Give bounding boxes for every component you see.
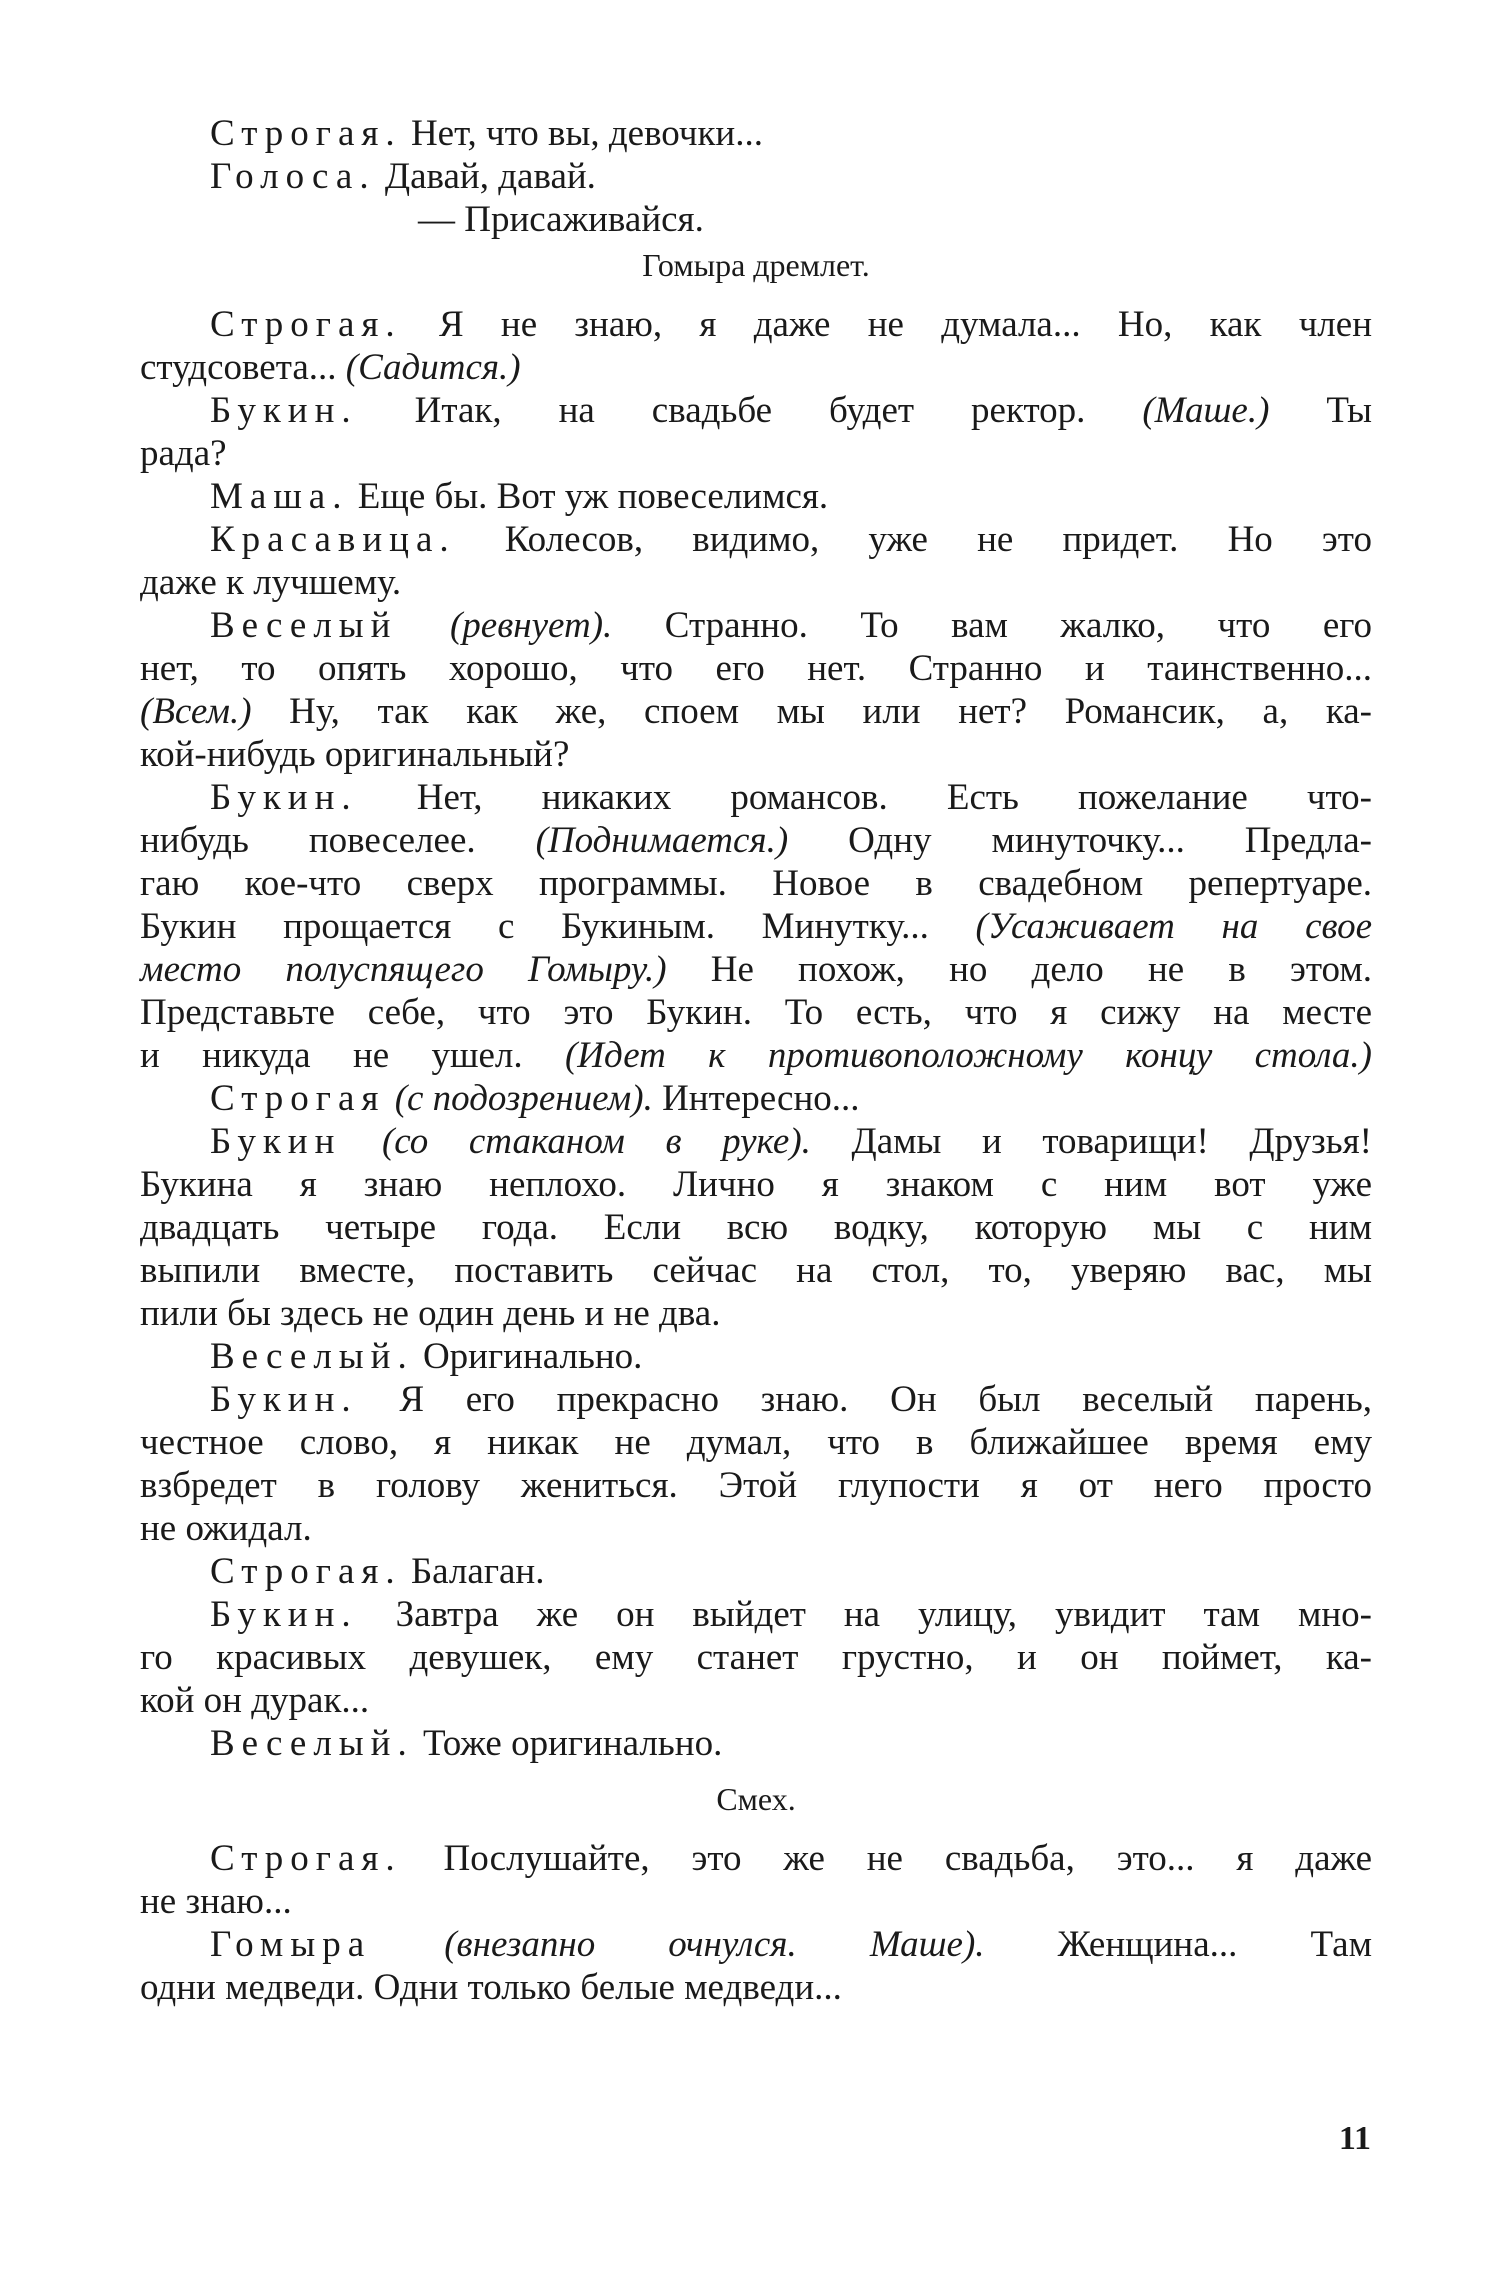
speaker-name: Веселый [210, 605, 398, 646]
line-text: Одну минуточку... Предла- [788, 820, 1372, 861]
speaker-name: Букин [210, 1121, 342, 1162]
stage-remark: (с подозрением). [394, 1078, 653, 1119]
speaker-name: Строгая [210, 1078, 386, 1119]
text-line [140, 1679, 1372, 1722]
text-line [140, 432, 1372, 475]
text-line [140, 991, 1372, 1034]
speaker-name: Строгая. [210, 1838, 402, 1879]
line-text: пили бы здесь не один день и не два. [140, 1293, 721, 1334]
speaker-name: Голоса. [210, 156, 376, 197]
text-line [140, 776, 1372, 819]
text-line [140, 1636, 1372, 1679]
text-line [140, 1966, 1372, 2009]
text-line [140, 1421, 1372, 1464]
text-line [140, 733, 1372, 776]
line-text: кой он дурак... [140, 1680, 370, 1721]
text-line [140, 1335, 1372, 1378]
line-text: и никуда не ушел. [140, 1035, 565, 1076]
text-line [140, 1120, 1372, 1163]
speaker-name: Букин. [210, 1379, 358, 1420]
speaker-name: Веселый. [210, 1723, 414, 1764]
speaker-name: Веселый. [210, 1336, 414, 1377]
line-text: Итак, на свадьбе будет ректор. [357, 390, 1143, 431]
stage-direction [140, 245, 1372, 285]
stage-remark: (Маше.) [1142, 390, 1270, 431]
line-text: нет, то опять хорошо, что его нет. Странно и таинственно... [140, 648, 1372, 689]
line-text: Я не знаю, я даже не думала... Но, как член [401, 304, 1372, 345]
line-text: Странно. То вам жалко, что его [612, 605, 1372, 646]
line-text: Женщина... Там [984, 1924, 1373, 1965]
line-text: Букина я знаю неплохо. Лично я знаком с ним вот уже [140, 1164, 1372, 1205]
text-line [140, 1034, 1372, 1077]
line-text: студсовета... [140, 347, 346, 388]
text-line [140, 1206, 1372, 1249]
speaker-name: Букин. [210, 777, 358, 818]
stage-remark: место полуспящего Гомыру.) [140, 949, 667, 990]
line-text [341, 1121, 382, 1162]
line-text: Нет, что вы, девочки... [401, 113, 763, 154]
stage-remark: (внезапно очнулся. Маше). [444, 1924, 985, 1965]
text-line [140, 303, 1372, 346]
line-text: Нет, никаких романсов. Есть пожелание что- [357, 777, 1372, 818]
text-line [140, 1077, 1372, 1120]
line-text: Оригинально. [413, 1336, 643, 1377]
line-text: нибудь повеселее. [140, 820, 536, 861]
line-text: Я его прекрасно знаю. Он был веселый парень, [357, 1379, 1372, 1420]
text-line [140, 905, 1372, 948]
speaker-name: Букин. [210, 390, 358, 431]
text-line [140, 948, 1372, 991]
text-line [140, 1507, 1372, 1550]
line-text: Тоже оригинально. [413, 1723, 723, 1764]
text-line [140, 1722, 1372, 1765]
line-text: Букин прощается с Букиным. Минутку... [140, 906, 976, 947]
text-line [140, 155, 1372, 198]
text-line [140, 1163, 1372, 1206]
text-line [140, 389, 1372, 432]
line-text: Ну, так как же, споем мы или нет? Романсик, а, ка- [251, 691, 1372, 732]
speaker-name: Строгая. [210, 304, 402, 345]
page-text [140, 112, 1372, 2009]
line-text: не знаю... [140, 1881, 292, 1922]
page-number: 11 [1338, 2120, 1371, 2157]
line-text: гаю кое-что сверх программы. Новое в свадебном репертуаре. [140, 863, 1372, 904]
text-line [140, 604, 1372, 647]
line-text: одни медведи. Одни только белые медведи... [140, 1967, 842, 2008]
line-text: рада? [140, 433, 227, 474]
text-line [140, 1923, 1372, 1966]
text-line [140, 561, 1372, 604]
text-line [140, 1464, 1372, 1507]
line-text [397, 605, 450, 646]
text-line [140, 690, 1372, 733]
line-text: Колесов, видимо, уже не придет. Но это [455, 519, 1372, 560]
text-line [140, 819, 1372, 862]
text-line [140, 1249, 1372, 1292]
speaker-name: Красавица. [210, 519, 456, 560]
stage-direction [140, 1779, 1372, 1819]
line-text: Смех. [716, 1781, 796, 1817]
line-text: Ты [1269, 390, 1372, 431]
line-text: кой-нибудь оригинальный? [140, 734, 570, 775]
text-line [140, 112, 1372, 155]
text-line [140, 518, 1372, 561]
stage-remark: (со стаканом в руке). [381, 1121, 811, 1162]
stage-remark: (Идет к противоположному концу стола.) [564, 1035, 1373, 1076]
line-text [371, 1924, 444, 1965]
text-line [140, 862, 1372, 905]
text-line [140, 1593, 1372, 1636]
line-text: даже к лучшему. [140, 562, 402, 603]
line-text: Интересно... [652, 1078, 860, 1119]
stage-remark: (Усаживает на свое [975, 906, 1372, 947]
line-text: Давай, давай. [375, 156, 596, 197]
line-text: Дамы и товарищи! Друзья! [810, 1121, 1372, 1162]
stage-remark: (ревнует). [449, 605, 613, 646]
line-text: Представьте себе, что это Букин. То есть, что я сижу на месте [140, 992, 1372, 1033]
text-line [140, 647, 1372, 690]
line-text: выпили вместе, поставить сейчас на стол, то, уверяю вас, мы [140, 1250, 1372, 1291]
line-text: Завтра же он выйдет на улицу, увидит там мно- [357, 1594, 1372, 1635]
line-text: Послушайте, это же не свадьба, это... я даже [401, 1838, 1372, 1879]
line-text: двадцать четыре года. Если всю водку, которую мы с ним [140, 1207, 1372, 1248]
text-line [140, 346, 1372, 389]
stage-remark: (Всем.) [140, 691, 252, 732]
text-line [140, 1837, 1372, 1880]
text-line [140, 475, 1372, 518]
line-text: Еще бы. Вот уж повеселимся. [348, 476, 829, 517]
speaker-name: Гомыра [210, 1924, 372, 1965]
line-text [385, 1078, 394, 1119]
line-text: го красивых девушек, ему станет грустно, и он поймет, ка- [140, 1637, 1372, 1678]
speaker-name: Строгая. [210, 1551, 402, 1592]
stage-remark: (Садится.) [345, 347, 521, 388]
speaker-name: Букин. [210, 1594, 358, 1635]
text-line [140, 1292, 1372, 1335]
speaker-name: Строгая. [210, 113, 402, 154]
line-text: честное слово, я никак не думал, что в ближайшее время ему [140, 1422, 1372, 1463]
line-text: — Присаживайся. [418, 199, 704, 240]
text-line [140, 1880, 1372, 1923]
line-text: взбредет в голову жениться. Этой глупости я от него просто [140, 1465, 1372, 1506]
line-text: не ожидал. [140, 1508, 312, 1549]
text-line [140, 1378, 1372, 1421]
line-text: Гомыра дремлет. [642, 247, 870, 283]
speaker-name: Маша. [210, 476, 349, 517]
line-text: Балаган. [401, 1551, 545, 1592]
line-text: Не похож, но дело не в этом. [666, 949, 1372, 990]
stage-remark: (Поднимается.) [535, 820, 789, 861]
text-line [140, 198, 1372, 241]
text-line [140, 1550, 1372, 1593]
